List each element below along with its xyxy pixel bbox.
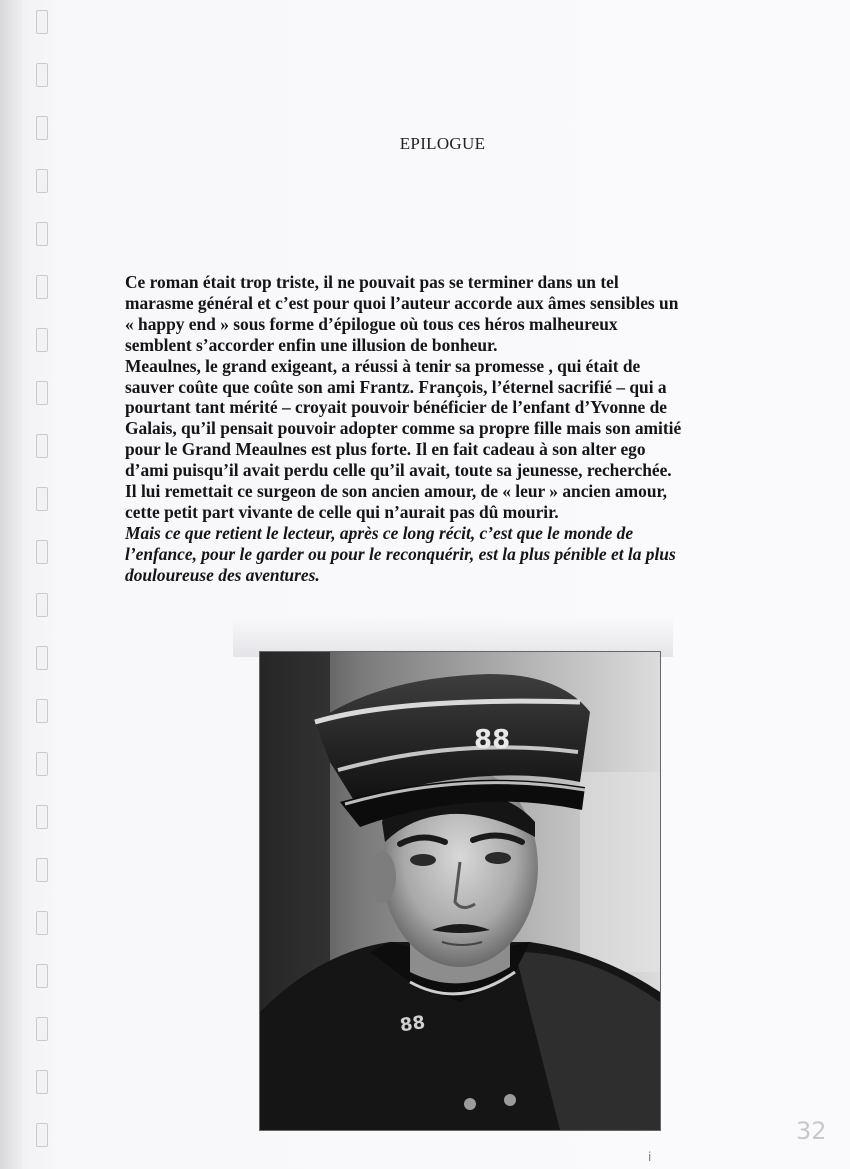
punch-hole — [36, 805, 48, 829]
text-line: Galais, qu’il pensait pouvoir adopter comme sa propre fille mais son amitié — [125, 418, 682, 439]
page-title: EPILOGUE — [399, 134, 486, 153]
text-line: Ce roman était trop triste, il ne pouvait pas se terminer dans un tel — [125, 272, 619, 292]
text-line: Il lui remettait ce surgeon de son ancien amour, de « leur » ancien amour, — [125, 481, 667, 502]
epilogue-text — [125, 272, 775, 586]
punch-hole — [36, 593, 48, 617]
punch-hole — [36, 381, 48, 405]
punch-hole — [36, 1017, 48, 1041]
punch-hole — [36, 540, 48, 564]
punch-hole — [36, 858, 48, 882]
text-line: d’ami puisqu’il avait perdu celle qu’il avait, toute sa jeunesse, recherchée. — [125, 460, 672, 481]
page-number: 32 — [796, 1117, 827, 1145]
text-line: sauver coûte que coûte son ami Frantz. François, l’éternel sacrifié – qui a — [125, 376, 667, 397]
binder-punch-holes — [36, 0, 50, 1169]
text-line: pour le Grand Meaulnes est plus forte. Il en fait cadeau à son alter ego — [125, 439, 646, 460]
punch-hole — [36, 964, 48, 988]
italic-text-line: l’enfance, pour le garder ou pour le reconquérir, est la plus pénible et la plus — [125, 543, 676, 564]
punch-hole — [36, 222, 48, 246]
punch-hole — [36, 63, 48, 87]
punch-hole — [36, 646, 48, 670]
punch-hole — [36, 1123, 48, 1147]
italic-text-line: Mais ce que retient le lecteur, après ce long récit, c’est que le monde de — [125, 522, 634, 543]
punch-hole — [36, 487, 48, 511]
punch-hole — [36, 434, 48, 458]
italic-text-line: douloureuse des aventures. — [125, 564, 320, 585]
punch-hole — [36, 911, 48, 935]
punch-hole — [36, 10, 48, 34]
text-line: semblent s’accorder enfin une illusion de bonheur. — [125, 334, 498, 355]
collar-badge-number: 88 — [398, 1012, 427, 1037]
portrait-illustration — [260, 652, 660, 1130]
punch-hole — [36, 752, 48, 776]
punch-hole — [36, 328, 48, 352]
page-edge — [0, 0, 22, 1169]
portrait-photo — [259, 651, 661, 1131]
text-line: marasme général et c’est pour quoi l’auteur accorde aux âmes sensibles un — [125, 292, 679, 313]
punch-hole — [36, 275, 48, 299]
cap-badge-number: 88 — [474, 725, 511, 755]
text-line: pourtant tant mérité – croyait pouvoir bénéficier de l’enfant d’Yvonne de — [125, 397, 667, 418]
punch-hole — [36, 1070, 48, 1094]
text-line: cette petit part vivante de celle qui n’aurait pas dû mourir. — [125, 501, 559, 522]
bottom-mark: i — [648, 1150, 652, 1164]
punch-hole — [36, 169, 48, 193]
text-line: « happy end » sous forme d’épilogue où tous ces héros malheureux — [125, 313, 618, 334]
punch-hole — [36, 699, 48, 723]
text-line: Meaulnes, le grand exigeant, a réussi à tenir sa promesse , qui était de — [125, 355, 641, 376]
